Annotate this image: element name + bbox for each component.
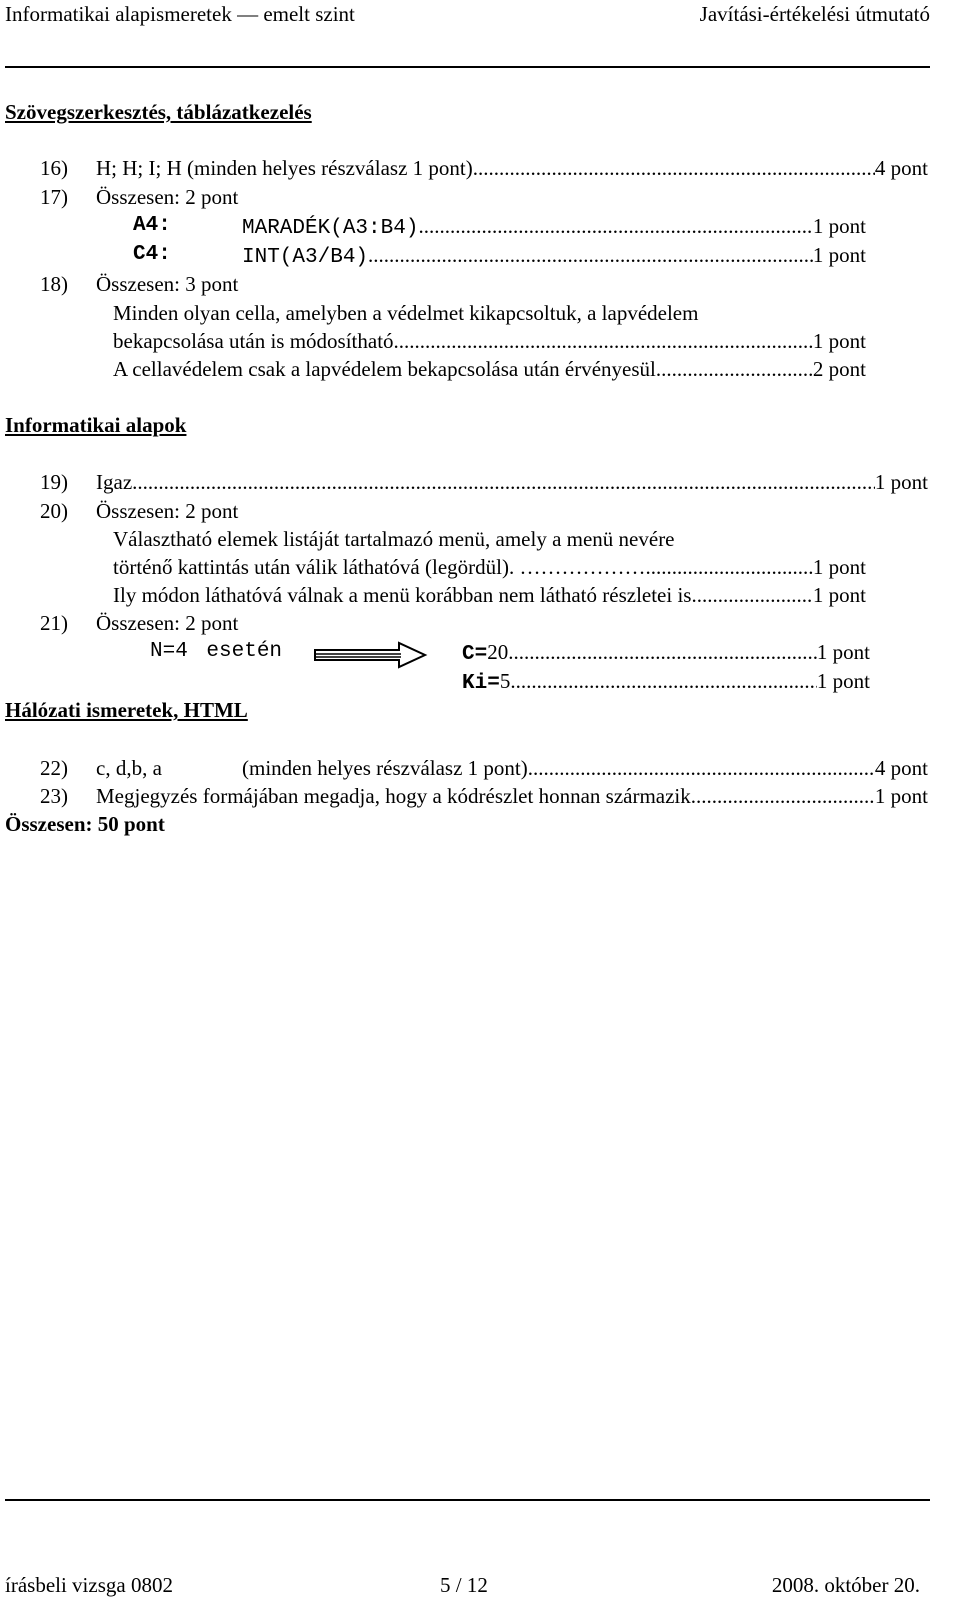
leader-dots [528,755,875,781]
header-rule [5,66,930,68]
section-heading-szovegszerkesztes: Szövegszerkesztés, táblázatkezelés [5,100,312,124]
item-22-text: (minden helyes részválasz 1 pont) [242,756,528,780]
leader-dots [132,469,875,495]
footer-page-number: 5 / 12 [440,1573,488,1597]
item-23-points: 1 pont [874,784,928,808]
item-23-num: 23) [40,784,68,808]
item-18-line2-points: 1 pont [812,329,866,353]
item-20-line3-points: 1 pont [812,583,866,607]
item-21-text: Összesen: 2 pont [96,611,239,635]
footer-date: 2008. október 20. [771,1573,920,1597]
leader-dots [418,213,812,239]
item-21-c [462,639,870,665]
item-20-line2 [113,554,866,580]
item-16-points: 4 pont [874,156,928,180]
item-23-text: Megjegyzés formájában megadja, hogy a kódrészlet honnan származik [96,784,691,808]
item-20-line2-text: történő kattintás után válik láthatóvá (legördül). ………………. [113,555,651,579]
footer-rule [5,1499,930,1501]
item-21-ki-points: 1 pont [816,669,870,693]
section-heading-informatikai-alapok: Informatikai alapok [5,413,187,437]
header-right: Javítási-értékelési útmutató [699,2,930,26]
section-heading-halozati-ismeretek: Hálózati ismeretek, HTML [5,698,248,722]
leader-dots [691,783,875,809]
item-17-a4-label: A4: [133,214,171,237]
footer-left: írásbeli vizsga 0802 [5,1573,173,1597]
item-18-line3-points: 2 pont [812,357,866,381]
total-score: Összesen: 50 pont [5,812,165,836]
item-21-c-points: 1 pont [816,640,870,664]
item-20-text: Összesen: 2 pont [96,499,239,523]
item-21-c-value: 20 [487,640,509,664]
leader-dots [510,668,817,694]
item-22-num: 22) [40,756,68,780]
leader-dots [656,356,813,382]
item-22-points: 4 pont [874,756,928,780]
item-19 [96,469,928,495]
header-left: Informatikai alapismeretek — emelt szint [5,2,355,26]
item-18-line1: Minden olyan cella, amelyben a védelmet kikapcsoltuk, a lapvédelem [113,301,699,325]
item-17-a4-points: 1 pont [812,214,866,238]
item-18-line2 [113,328,866,354]
item-21-ki [462,668,870,694]
leader-dots [368,242,813,268]
arrow-right-icon [313,640,429,670]
item-21-num: 21) [40,611,68,635]
item-17-a4 [242,213,866,239]
item-16-text: H; H; I; H (minden helyes részválasz 1 pont) [96,156,473,180]
leader-dots [651,554,813,580]
item-21-c-label: C= [462,643,488,666]
item-17-c4-points: 1 pont [812,243,866,267]
item-23 [96,783,928,809]
item-18-text: Összesen: 3 pont [96,272,239,296]
leader-dots [394,328,813,354]
item-19-points: 1 pont [874,470,928,494]
item-17-c4 [242,242,866,268]
leader-dots [473,155,875,181]
item-18-line3-text: A cellavédelem csak a lapvédelem bekapcsolása után érvényesül [113,357,656,381]
item-18-line2-text: bekapcsolása után is módosítható [113,329,394,353]
item-17-text: Összesen: 2 pont [96,185,239,209]
item-22 [242,755,928,781]
item-21-condition: N=4 esetén [150,640,283,663]
item-17-a4-formula: MARADÉK(A3:B4) [242,217,419,240]
item-20-line2-points: 1 pont [812,555,866,579]
item-20-num: 20) [40,499,68,523]
item-21-ki-value: 5 [499,669,511,693]
item-22-answer: c, d,b, a [96,756,162,780]
item-19-num: 19) [40,470,68,494]
item-17-c4-label: C4: [133,243,171,266]
leader-dots [697,582,813,608]
item-21-ki-label: Ki= [462,672,500,695]
item-18-line3 [113,356,866,382]
item-17-c4-formula: INT(A3/B4) [242,246,369,269]
item-18-num: 18) [40,272,68,296]
item-17-num: 17) [40,185,68,209]
item-20-line3 [113,582,866,608]
leader-dots [508,639,817,665]
item-19-text: Igaz [96,470,133,494]
item-20-line1: Választható elemek listáját tartalmazó menü, amely a menü nevére [113,527,675,551]
item-20-line3-text: Ily módon láthatóvá válnak a menü korábban nem látható részletei is. [113,583,697,607]
item-16 [96,155,928,181]
item-16-num: 16) [40,156,68,180]
